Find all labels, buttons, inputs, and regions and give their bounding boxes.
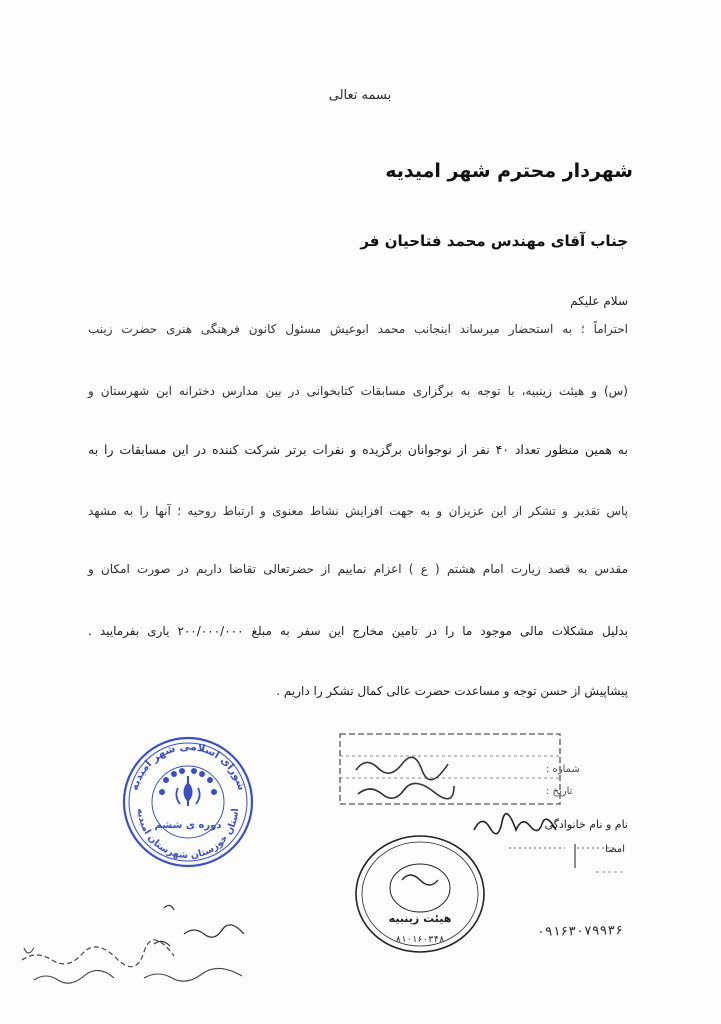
organization-stamp-number: ۸۱۰۱۶۰۳۴۸: [395, 935, 445, 945]
iran-emblem-icon: [176, 776, 199, 806]
body-line: احتراماً ؛ به استحضار میرساند اینجانب محمد ابوعیش مسئول کانون فرهنگی هنری حضرت زینب: [88, 322, 628, 336]
body-line: (س) و هیئت زینبیه، با توجه به برگزاری مسابقات کتابخوانی در بین مدارس دخترانه این شهرستان و: [88, 384, 628, 398]
handwritten-date: [358, 783, 454, 798]
organization-stamp: [350, 830, 490, 958]
organization-stamp-title: هیئت زینبیه: [388, 912, 452, 925]
signer-name-label: نام و نام خانوادگی: [544, 818, 628, 831]
recipient-title: شهردار محترم شهر امیدیه: [385, 160, 633, 182]
recipient-name: جناب آقای مهندس محمد فتاحیان فر: [360, 232, 628, 250]
signature-label: امضا: [605, 844, 625, 855]
registration-stamp: [336, 728, 580, 810]
bismillah-header: بسمه تعالی: [328, 88, 392, 103]
phone-number: ۰۹۱۶۳۰۷۹۹۳۶: [536, 923, 624, 940]
greeting: سلام علیکم: [570, 294, 628, 308]
handwritten-notes: [14, 896, 274, 1006]
body-line: بدلیل مشکلات مالی موجود ما را در تامین مخارج این سفر به مبلغ ۲۰۰/۰۰۰/۰۰۰ یاری بفرمایید .: [88, 624, 628, 638]
body-line: مقدس به قصد زیارت امام هشتم ( ع ) اعزام نماییم از حضرتعالی تقاضا داریم در صورت امکان و: [88, 562, 628, 576]
council-stamp-lower-text: استان خوزستان شهرستان امیدیه: [134, 807, 242, 862]
closing-line: پیشاپیش از حسن توجه و مساعدت حضرت عالی کمال تشکر را داریم .: [276, 684, 628, 698]
council-stamp: [118, 732, 258, 872]
handwritten-signature: [470, 808, 560, 844]
handwritten-number: [356, 757, 448, 779]
body-line: به همین منظور تعداد ۴۰ نفر از نوجوانان برگزیده و نفرات برتر شرکت کننده در این مسابقات را به: [88, 442, 628, 457]
stamp-emblem-icon: [402, 875, 438, 885]
council-stamp-center-text: دوره ی ششم: [154, 820, 222, 831]
body-line: پاس تقدیر و تشکر از این عزیزان و به جهت افزایش نشاط معنوی و ارتباط روحیه ؛ آنها را به مشهد: [88, 504, 628, 518]
registration-number-label: شماره :: [546, 764, 580, 775]
council-stamp-outer-text: شورای اسلامی شهر امیدیه: [128, 740, 248, 792]
right-margin-mark: [592, 862, 632, 882]
registration-date-label: تاریخ :: [546, 786, 573, 797]
